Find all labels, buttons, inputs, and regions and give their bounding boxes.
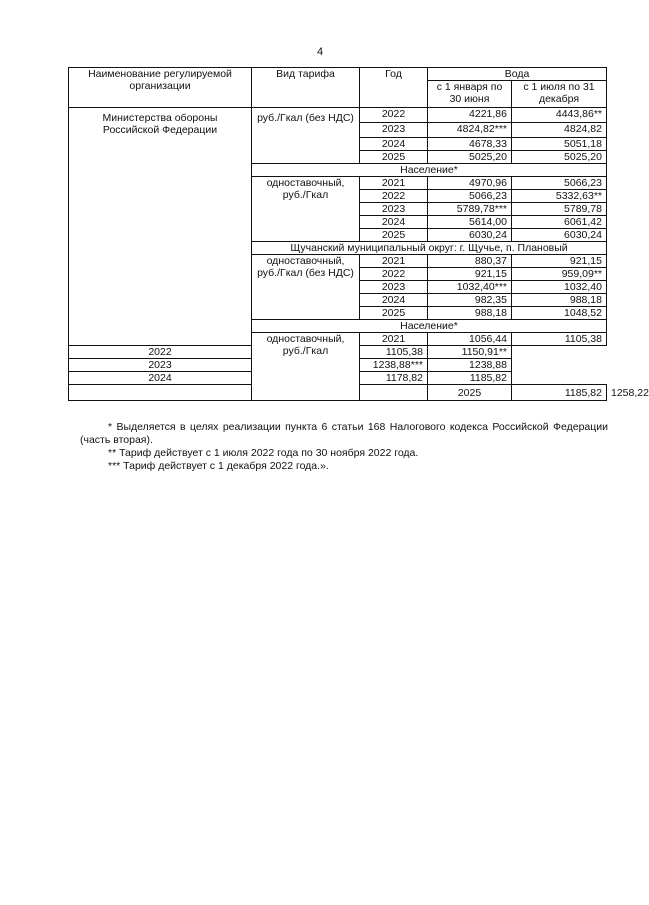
header-tariff: Вид тарифа (252, 68, 360, 108)
tariff-type: одноставочный, руб./Гкал (252, 177, 360, 242)
population-label: Население* (252, 320, 607, 333)
year-cell: 2021 (360, 255, 428, 268)
value-cell: 1238,88*** (360, 359, 428, 372)
year-cell: 2024 (69, 372, 252, 385)
value-cell: 1185,82 (512, 385, 607, 401)
year-cell: 2022 (69, 346, 252, 359)
year-cell: 2025 (360, 307, 428, 320)
header-org: Наименование регулируемой организации (69, 68, 252, 108)
value-cell: 988,18 (428, 307, 512, 320)
value-cell: 6030,24 (512, 229, 607, 242)
value-cell: 5025,20 (428, 151, 512, 164)
year-cell: 2024 (360, 138, 428, 151)
value-cell: 982,35 (428, 294, 512, 307)
value-cell: 5789,78 (512, 203, 607, 216)
footnotes (80, 421, 608, 473)
value-cell: 5051,18 (512, 138, 607, 151)
footnote-2: ** Тариф действует с 1 июля 2022 года по 30 ноября 2022 года. (108, 447, 419, 459)
value-cell: 988,18 (512, 294, 607, 307)
value-cell: 6061,42 (512, 216, 607, 229)
value-cell: 959,09** (512, 268, 607, 281)
tariff-table: Наименование регулируемой организации Вид тарифа Год Вода с 1 января по 30 июня с 1 июля по 31 декабря Министерства обороны Российской Федерации руб./Гкал (без НДС) 2022 4221,86 4443,86** 2023 4824,82*** 4824,82 2024 4678,33 5051,18 2025 5025,20 5025,20 Население* одноставочный, руб./Гкал 2021 4970,96 5066,23 2022 5066,23 5332,63** 2023 5789,78*** 5789,78 2024 5614,00 6061,42 2025 6030,24 6030,24 Щучанский муниципальный округ: г. Щучье, п. Плановый одноставочный, руб./Гкал (без НДС) 2021 880,37 921,15 2022 921,15 959,09** 2023 1032,40*** 1032,40 2024 982,35 988,18 2025 988,18 1048,52 Население* одноставочный, руб./Гкал 2021 1056,44 1105,38 2022 1105,38 1150,91** 2023 1238,88*** 1238,88 2024 1178,82 1185,82 2025 1185,82 1258,22 (68, 67, 607, 401)
value-cell: 880,37 (428, 255, 512, 268)
tariff-type: одноставочный, руб./Гкал (без НДС) (252, 255, 360, 320)
value-cell: 5614,00 (428, 216, 512, 229)
year-cell: 2021 (360, 333, 428, 346)
value-cell: 1238,88 (428, 359, 512, 372)
year-cell: 2023 (360, 281, 428, 294)
org-spacer (69, 385, 252, 401)
year-cell: 2023 (69, 359, 252, 372)
value-cell: 5789,78*** (428, 203, 512, 216)
header-year: Год (360, 68, 428, 108)
value-cell: 1048,52 (512, 307, 607, 320)
value-cell: 1185,82 (428, 372, 512, 385)
tariff-type: руб./Гкал (без НДС) (252, 108, 360, 164)
year-cell: 2023 (360, 123, 428, 138)
population-label: Население* (252, 164, 607, 177)
value-cell: 1105,38 (512, 333, 607, 346)
value-cell: 5025,20 (512, 151, 607, 164)
tariff-type: одноставочный, руб./Гкал (252, 333, 360, 401)
value-cell: 4221,86 (428, 108, 512, 123)
org-name: Министерства обороны Российской Федерации (69, 108, 252, 346)
value-cell: 5332,63** (512, 190, 607, 203)
tariff-spacer (360, 385, 428, 401)
year-cell: 2021 (360, 177, 428, 190)
year-cell: 2025 (360, 229, 428, 242)
value-cell: 4678,33 (428, 138, 512, 151)
value-cell: 1056,44 (428, 333, 512, 346)
year-cell: 2025 (428, 385, 512, 401)
value-cell: 4970,96 (428, 177, 512, 190)
year-cell: 2025 (360, 151, 428, 164)
year-cell: 2024 (360, 216, 428, 229)
header-period-2: с 1 июля по 31 декабря (512, 81, 607, 108)
value-cell: 4824,82 (512, 123, 607, 138)
footnote-3: *** Тариф действует с 1 декабря 2022 года.». (108, 460, 329, 472)
year-cell: 2022 (360, 190, 428, 203)
value-cell: 5066,23 (512, 177, 607, 190)
page-number: 4 (316, 46, 324, 58)
value-cell: 4443,86** (512, 108, 607, 123)
year-cell: 2024 (360, 294, 428, 307)
year-cell: 2022 (360, 268, 428, 281)
value-cell: 6030,24 (428, 229, 512, 242)
footnote-1: * Выделяется в целях реализации пункта 6 статьи 168 Налогового кодекса Российской Федерации (часть вторая). (80, 421, 608, 446)
value-cell: 1178,82 (360, 372, 428, 385)
value-cell: 921,15 (428, 268, 512, 281)
year-cell: 2022 (360, 108, 428, 123)
value-cell: 1105,38 (360, 346, 428, 359)
value-cell: 1150,91** (428, 346, 512, 359)
value-cell: 1032,40 (512, 281, 607, 294)
header-water: Вода (428, 68, 607, 81)
value-cell: 5066,23 (428, 190, 512, 203)
district-label: Щучанский муниципальный округ: г. Щучье, п. Плановый (252, 242, 607, 255)
value-cell: 1032,40*** (428, 281, 512, 294)
value-cell: 921,15 (512, 255, 607, 268)
header-period-1: с 1 января по 30 июня (428, 81, 512, 108)
year-cell: 2023 (360, 203, 428, 216)
value-cell: 4824,82*** (428, 123, 512, 138)
